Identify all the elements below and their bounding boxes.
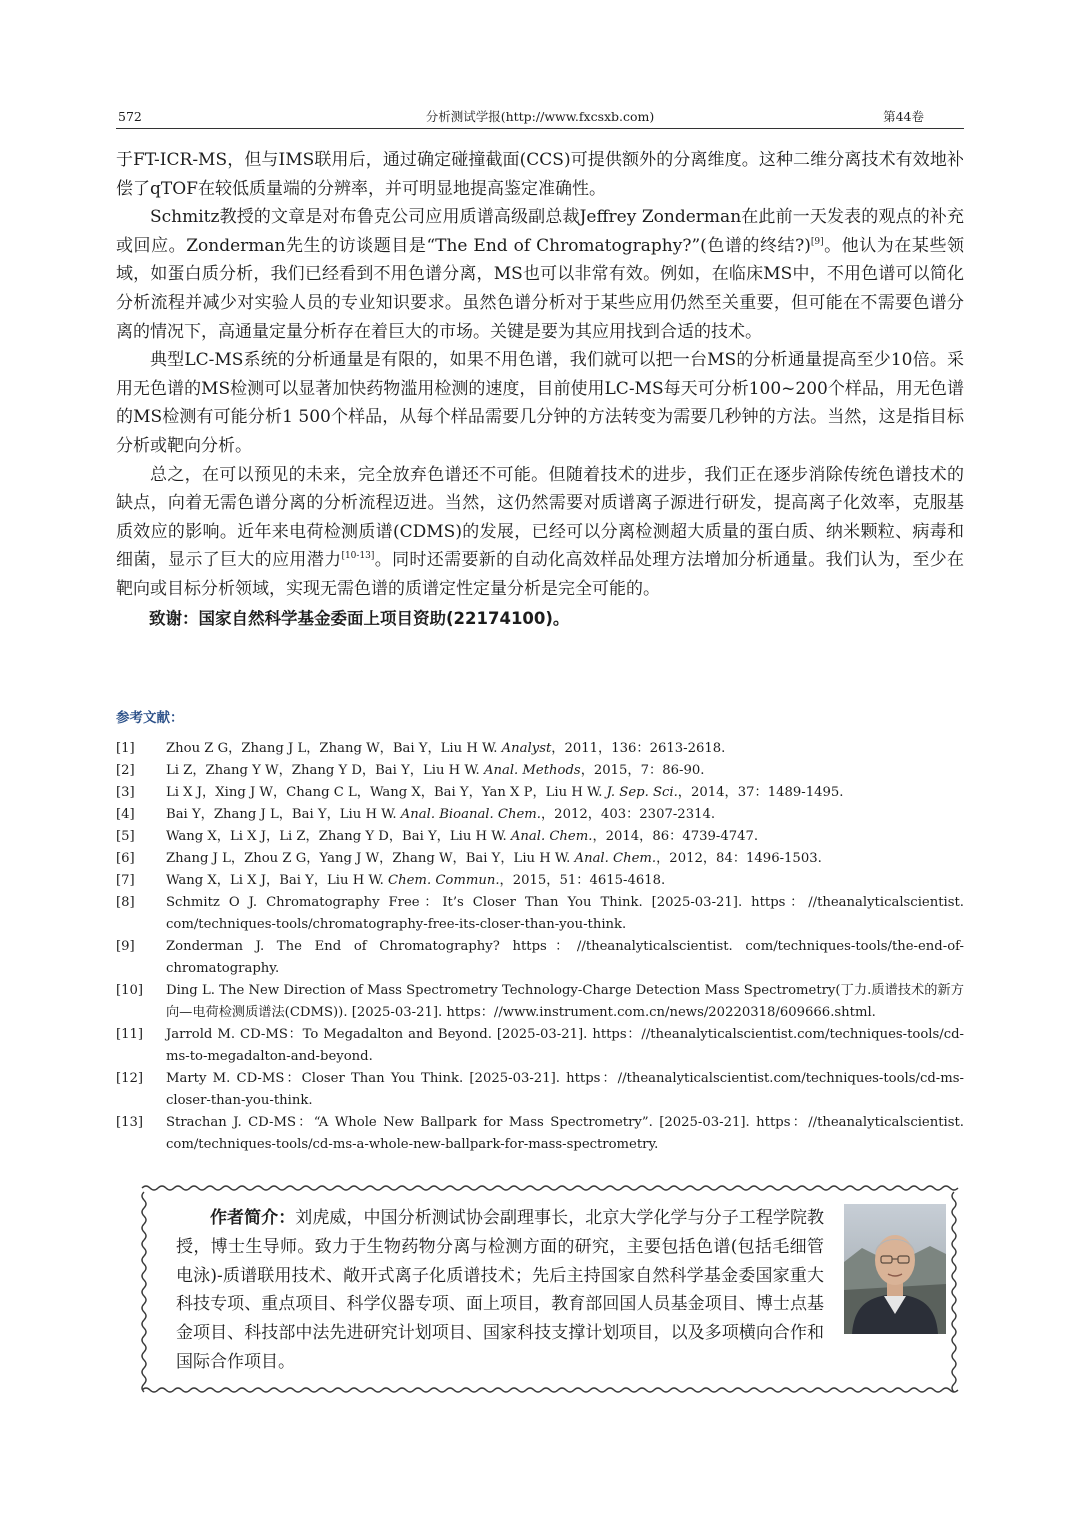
reference-authors: Bai Y，Zhang J L，Bai Y，Liu H W. [166,807,401,822]
reference-text [166,1071,964,1108]
reference-item [116,1112,964,1156]
reference-text [166,785,843,800]
paragraph-4-text-a: 总之，在可以预见的未来，完全放弃色谱还不可能。但随着技术的进步，我们正在逐步消除传统色谱技术的缺点，向着无需色谱分离的分析流程迈进。当然，这仍然需要对质谱离子源进行研发，提高离子化效率，克服基质效应的影响。近年来电荷检测质谱(CDMS)的发展，已经可以分离检测超大质量的蛋白质、纳米颗粒、病毒和细菌，显示了巨大的应用潜力 [116,464,964,571]
reference-text [166,1027,964,1064]
reference-journal: J. Sep. Sci. [606,785,678,800]
journal-title: 分析测试学报(http://www.fxcsxb.com) [425,109,655,124]
article-body [116,146,964,634]
reference-text [166,895,964,932]
reference-number: [9] [116,939,135,954]
reference-text [166,873,665,888]
reference-journal: Analyst [501,741,552,756]
reference-details: ，2014，37：1489-1495. [677,785,844,800]
reference-details: ，2012，403：2307-2314. [541,807,716,822]
paragraph-2-text-b: 。他认为在某些领域，如蛋白质分析，我们已经看到不用色谱分离，MS也可以非常有效。例如，在临床MS中，不用色谱可以简化分析流程并减少对实验人员的专业知识要求。虽然色谱分析对于某些应用仍然至关重要，但可能在不需要色谱分离的情况下，高通量定量分析存在着巨大的市场。关键是要为其应用找到合适的技术。 [116,235,964,342]
reference-journal: Anal. Bioanal. Chem. [400,807,541,822]
reference-item [116,826,964,848]
reference-number: [1] [116,741,135,756]
reference-number: [8] [116,895,135,910]
acknowledgement: 致谢：国家自然科学基金委面上项目资助(22174100)。 [149,608,570,628]
reference-text [166,763,704,778]
reference-list [116,738,964,1156]
reference-item [116,1024,964,1068]
reference-text [166,851,822,866]
reference-journal: Chem. Commun. [388,873,500,888]
paragraph-2 [116,203,964,346]
reference-item [116,738,964,760]
reference-authors: Marty M. CD-MS：Closer Than You Think. [2025-03-21]. https：//theanalyticalscientist.com/techniques-tools/cd-ms-closer-than-you-think. [166,1071,964,1108]
reference-text [166,983,964,1020]
reference-number: [11] [116,1027,144,1042]
reference-text [166,1115,964,1152]
reference-text [166,741,725,756]
reference-number: [10] [116,983,144,998]
reference-authors: Ding L. The New Direction of Mass Spectrometry Technology-Charge Detection Mass Spectrometry(丁力.质谱技术的新方向—电荷检测质谱法(CDMS)). [2025-03-21]. https：//www.instrument.com.cn/news/20220318/609666.shtml. [166,983,964,1020]
author-bio-box [136,1180,962,1398]
reference-details: ，2014，86：4739-4747. [592,829,759,844]
reference-journal: Anal. Chem. [574,851,657,866]
paragraph-2-text-a: Schmitz教授的文章是对布鲁克公司应用质谱高级副总裁Jeffrey Zonderman在此前一天发表的观点的补充或回应。Zonderman先生的访谈题目是“The End of Chromatography?”(色谱的终结?) [116,207,964,256]
reference-details: ，2011，136：2613-2618. [551,741,726,756]
author-bio-content: 刘虎威，中国分析测试协会副理事长，北京大学化学与分子工程学院教授，博士生导师。致力于生物药物分离与检测方面的研究，主要包括色谱(包括毛细管电泳)-质谱联用技术、敞开式离子化质谱技术；先后主持国家自然科学基金委国家重大科技专项、重点项目、科学仪器专项、面上项目，教育部回国人员基金项目、博士点基金项目、科技部中法先进研究计划项目、国家科技支撑计划项目，以及多项横向合作和国际合作项目。 [176,1208,825,1372]
reference-authors: Zhou Z G，Zhang J L，Zhang W，Bai Y，Liu H W. [166,741,502,756]
reference-text [166,807,715,822]
reference-authors: Zonderman J. The End of Chromatography? https：//theanalyticalscientist. com/techniques-tools/the-end-of-chromatography. [166,939,964,976]
volume-label: 第44卷 [883,109,924,124]
paragraph-4 [116,461,964,604]
reference-number: [5] [116,829,135,844]
reference-item [116,870,964,892]
paragraph-3: 典型LC-MS系统的分析通量是有限的，如果不用色谱，我们就可以把一台MS的分析通量提高至少10倍。采用无色谱的MS检测可以显著加快药物滥用检测的速度，目前使用LC-MS每天可分析100~200个样品，用无色谱的MS检测有可能分析1 500个样品，从每个样品需要几分钟的方法转变为需要几秒钟的方法。当然，这是指目标分析或靶向分析。 [116,350,964,456]
reference-journal: Anal. Methods [483,763,581,778]
reference-text [166,939,964,976]
running-header [116,108,964,129]
reference-number: [2] [116,763,135,778]
reference-number: [3] [116,785,135,800]
reference-authors: Zhang J L，Zhou Z G，Yang J W，Zhang W，Bai Y，Liu H W. [166,851,575,866]
paper-page [116,0,964,1527]
paragraph-1: 于FT-ICR-MS，但与IMS联用后，通过确定碰撞截面(CCS)可提供额外的分离维度。这种二维分离技术有效地补偿了qTOF在较低质量端的分辨率，并可明显地提高鉴定准确性。 [116,150,964,199]
reference-item [116,892,964,936]
reference-authors: Jarrold M. CD-MS：To Megadalton and Beyond. [2025-03-21]. https：//theanalyticalscientist.com/techniques-tools/cd-ms-to-megadalton-and-beyond. [166,1027,964,1064]
reference-item [116,848,964,870]
reference-authors: Wang X，Li X J，Bai Y，Liu H W. [166,873,389,888]
reference-details: ，2012，84：1496-1503. [656,851,822,866]
author-bio-text [176,1204,824,1377]
reference-number: [4] [116,807,135,822]
references-heading: 参考文献： [116,710,184,726]
reference-authors: Li Z，Zhang Y W，Zhang Y D，Bai Y，Liu H W. [166,763,484,778]
reference-item [116,936,964,980]
citation-9: [9] [810,236,824,247]
reference-number: [13] [116,1115,144,1130]
reference-item [116,782,964,804]
reference-details: ，2015，7：86-90. [580,763,705,778]
citation-10-13: [10-13] [341,551,375,562]
reference-journal: Anal. Chem. [510,829,593,844]
reference-item [116,980,964,1024]
reference-number: [12] [116,1071,144,1086]
author-bio-label: 作者简介： [210,1208,296,1228]
reference-item [116,1068,964,1112]
paragraph-4-text-b: 。同时还需要新的自动化高效样品处理方法增加分析通量。我们认为，至少在靶向或目标分析领域，实现无需色谱的质谱定性定量分析是完全可能的。 [116,550,965,599]
reference-authors: Wang X，Li X J，Li Z，Zhang Y D，Bai Y，Liu H W. [166,829,511,844]
reference-authors: Schmitz O J. Chromatography Free：It’s Closer Than You Think. [2025-03-21]. https：//theanalyticalscientist. com/techniques-tools/chromatography-free-its-closer-than-you-think. [166,895,964,932]
reference-text [166,829,758,844]
reference-authors: Li X J，Xing J W，Chang C L，Wang X，Bai Y，Yan X P，Liu H W. [166,785,607,800]
author-photo [844,1204,946,1334]
reference-details: ，2015，51：4615-4618. [499,873,666,888]
reference-number: [7] [116,873,135,888]
page-number: 572 [118,109,142,124]
reference-item [116,804,964,826]
reference-authors: Strachan J. CD-MS：“A Whole New Ballpark for Mass Spectrometry”. [2025-03-21]. https：//theanalyticalscientist. com/techniques-tools/cd-ms-a-whole-new-ballpark-for-mass-spectrometry. [166,1115,964,1152]
reference-item [116,760,964,782]
reference-number: [6] [116,851,135,866]
